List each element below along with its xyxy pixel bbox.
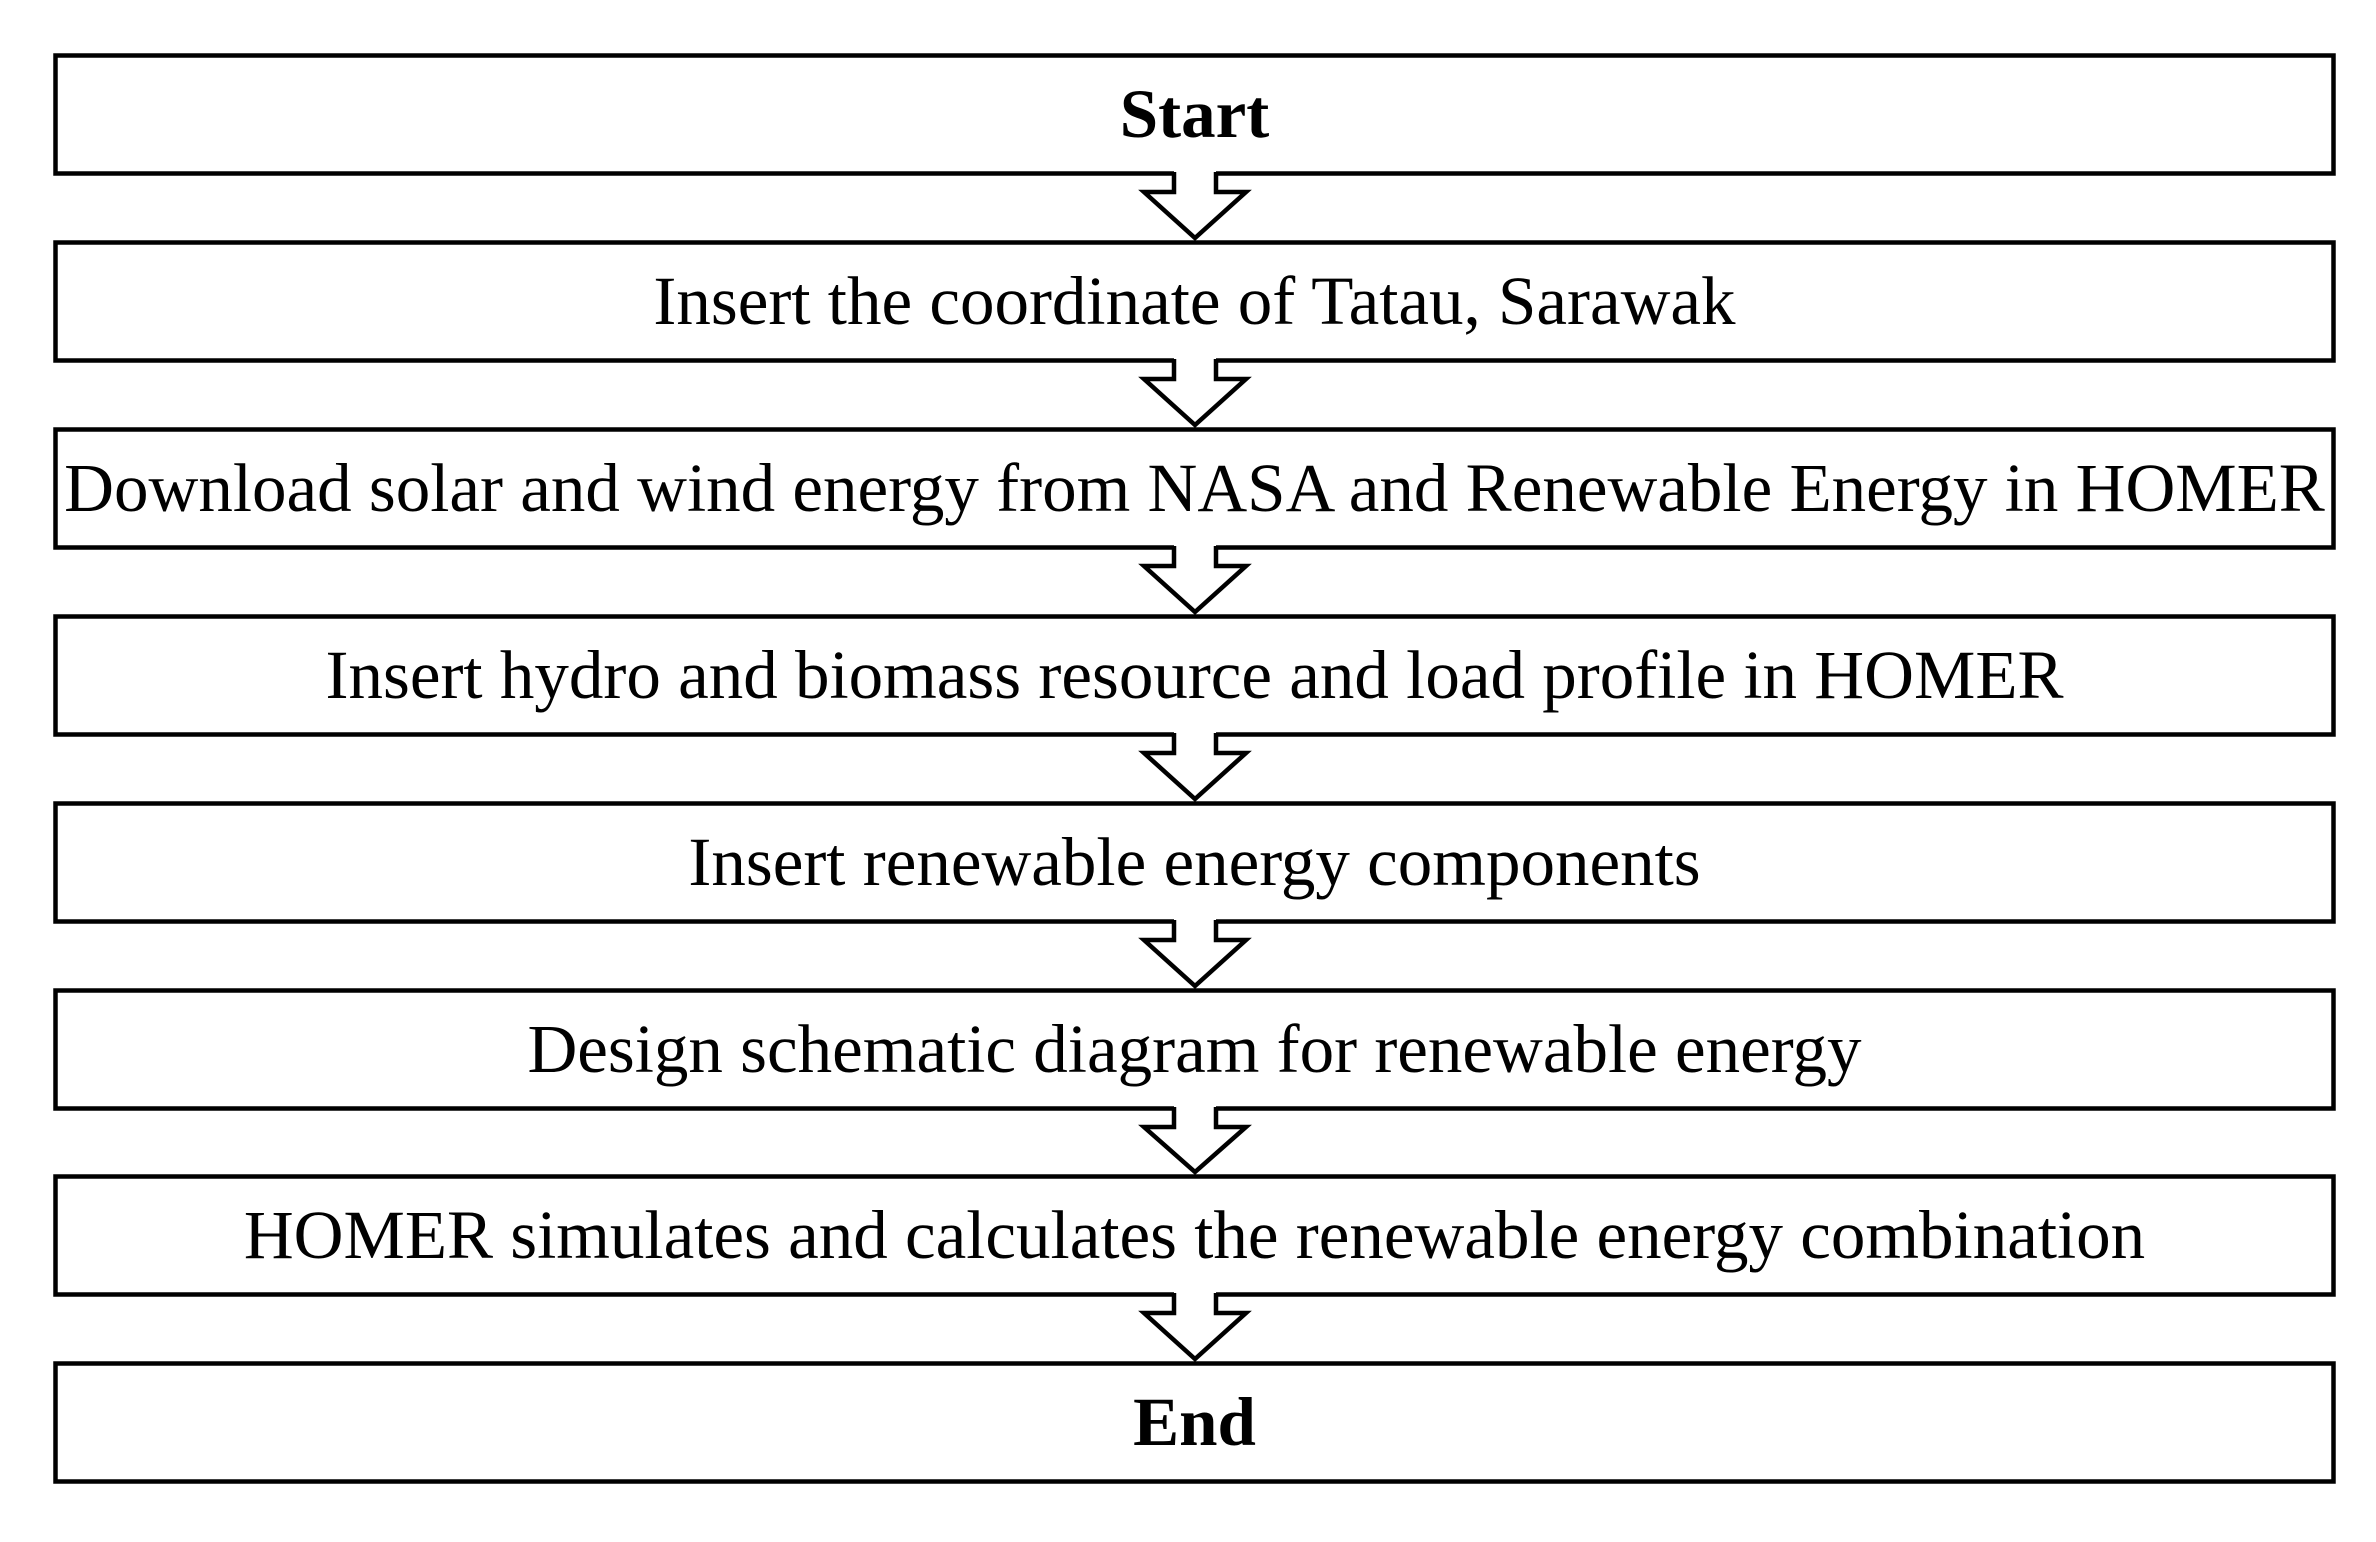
end-label: End	[1133, 1384, 1256, 1460]
down-arrow-icon	[1144, 355, 1246, 425]
down-arrow-icon	[1144, 542, 1246, 612]
down-arrow-icon	[1144, 168, 1246, 238]
step-label-insert-components: Insert renewable energy components	[688, 824, 1701, 900]
step-label-homer-simulates: HOMER simulates and calculates the renewable energy combination	[243, 1197, 2146, 1273]
start-label: Start	[1119, 76, 1270, 152]
step-label-insert-hydro-biomass: Insert hydro and biomass resource and load profile in HOMER	[325, 637, 2064, 713]
step-label-design-schematic: Design schematic diagram for renewable energy	[527, 1011, 1862, 1087]
down-arrow-icon	[1144, 729, 1246, 799]
down-arrow-icon	[1144, 916, 1246, 986]
step-label-insert-coordinate: Insert the coordinate of Tatau, Sarawak	[653, 263, 1736, 339]
step-label-download-solar-wind: Download solar and wind energy from NASA and Renewable Energy in HOMER	[64, 450, 2325, 526]
down-arrow-icon	[1144, 1289, 1246, 1359]
down-arrow-icon	[1144, 1103, 1246, 1172]
